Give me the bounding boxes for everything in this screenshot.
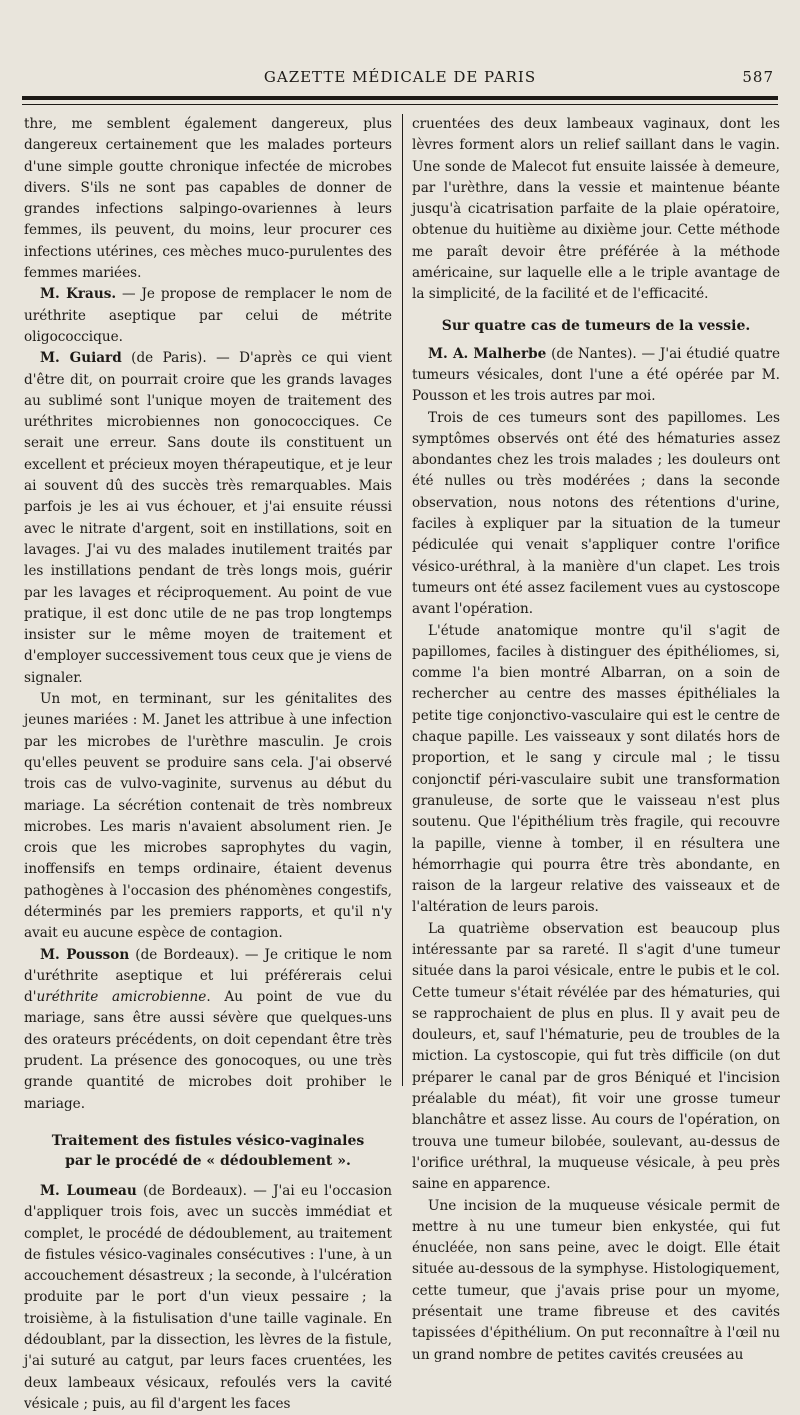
page-number: 587 — [742, 68, 774, 86]
paragraph: cruentées des deux lambeaux vaginaux, dont les lèvres forment alors un relief saillant dans le vagin. Une sonde de Malecot fut ensuite laissée à demeure, par l'urèthre, dans la vessie et maintenue béante jusqu'à cicatrisation parfaite de la plaie opératoire, obtenue du huitième au dixième jour. Cette méthode me paraît devoir être préférée à la méthode américaine, sur laquelle elle a le triple avantage de la simplicité, de la facilité et de l'efficacité. — [412, 116, 780, 303]
speech-text: (de Bordeaux). — Je critique le nom d'uréthrite aseptique et lui préférerais celui d' — [24, 946, 392, 1006]
section-heading-line: Traitement des fistules vésico-vaginales — [51, 1132, 365, 1149]
speaker-name: M. A. Malherbe — [428, 345, 547, 362]
speech-text: (de Paris). — D'après ce qui vient d'être dit, on pourrait croire que les grands lavages au sublimé sont l'unique moyen de traitement des uréthrites microbiennes non gonococciques. Ce serait une erreur. Sans doute ils constituent un excellent et précieux moyen thérapeutique, et je leur ai souvent dû des succès très remarquables. Mais parfois je les ai vus échouer, et j'ai ensuite réussi avec le nitrate d'argent, soit en instillations, soit en lavages. J'ai vu des malades inutilement traités par les instillations pendant de très longs mois, guérir par les lavages et réciproquement. Au point de vue pratique, il est donc utile de ne pas trop longtemps insister sur le même moyen de traitement et d'employer successivement tous ceux que je viens de signaler. — [24, 350, 392, 686]
paragraph: thre, me semblent également dangereux, plus dangereux certainement que les malades porteurs d'une simple goutte chronique infectée de microbes divers. S'ils ne sont pas capables de donner de grandes infections salpingo-ovariennes à leurs femmes, ils peuvent, du moins, leur procurer ces infections utérines, ces mèches muco-purulentes des femmes mariées. — [24, 116, 392, 282]
right-column — [412, 114, 780, 1363]
header-rule-thin — [22, 104, 778, 105]
speaker-name: M. Pousson — [40, 946, 130, 963]
column-divider — [402, 114, 403, 1086]
journal-title: GAZETTE MÉDICALE DE PARIS — [263, 68, 537, 86]
paragraph-malherbe — [412, 344, 780, 408]
speech-text: (de Nantes). — J'ai étudié quatre tumeurs vésicales, dont l'une a été opérée par M. Pousson et les trois autres par moi. — [412, 345, 780, 405]
paragraph-guiard — [24, 348, 392, 689]
speech-text: — Je propose de remplacer le nom de uréthrite aseptique par celui de métrite oligococcique. — [24, 286, 392, 345]
paragraph: Une incision de la muqueuse vésicale permit de mettre à nu une tumeur bien enkystée, qui fut énucléée, non sans peine, avec le doigt. Elle était située au-dessous de la symphyse. Histologiquement, cette tumeur, que j'avais prise pour un myome, présentait une trame fibreuse et des cavités tapissées d'épithélium. On put reconnaître à l'œil nu un grand nombre de petites cavités creusées au — [412, 1197, 780, 1363]
paragraph: La quatrième observation est beaucoup plus intéressante par sa rareté. Il s'agit d'une tumeur située dans la paroi vésicale, entre le pubis et le col. Cette tumeur s'était révélée par des hématuries, qui se rapprochaient de plus en plus. Il y avait peu de douleurs, et, sauf l'hématurie, peu de troubles de la miction. La cystoscopie, qui fut très difficile (on dut préparer le canal par de gros Béniqué et l'incision préalable du méat), fit voir une grosse tumeur blanchâtre et assez lisse. Au cours de l'opération, on trouva une tumeur bilobée, soulevant, au-dessus de l'orifice uréthral, la muqueuse vésicale, à peu près saine en apparence. — [412, 920, 780, 1193]
speaker-name: M. Kraus. — [40, 286, 117, 303]
speech-text: . Au point de vue du mariage, sans être aussi sévère que quelques-uns des orateurs précédents, on doit cependant être très prudent. La présence des gonocoques, ou une très grande quantité de microbes doit prohiber le mariage. — [24, 989, 392, 1112]
italic-term: uréthrite amicrobienne — [36, 989, 207, 1006]
speaker-name: M. Guiard — [40, 350, 122, 367]
section-heading: Sur quatre cas de tumeurs de la vessie. — [441, 317, 751, 334]
section-heading — [24, 1131, 392, 1171]
paragraph-kraus — [24, 284, 392, 348]
paragraph-loumeau — [24, 1181, 392, 1415]
speech-text: (de Bordeaux). — J'ai eu l'occasion d'appliquer trois fois, avec un succès immédiat et complet, le procédé de dédoublement, au traitement de fistules vésico-vaginales consécutives : l'une, à un accouchement désastreux ; la seconde, à l'ulcération produite par le port d'un vieux pessaire ; la troisième, à la fistulisation d'une taille vaginale. En dédoublant, par la dissection, les lèvres de la fistule, j'ai suturé au catgut, par leurs faces cruentées, les deux lambeaux vésicaux, refoulés vers la cavité vésicale ; puis, au fil d'argent les faces — [24, 1182, 392, 1412]
header-rule-thick — [22, 96, 778, 100]
paragraph-pousson — [24, 945, 392, 1115]
speaker-name: M. Loumeau — [40, 1182, 137, 1199]
left-column — [24, 114, 392, 1412]
section-heading-line: par le procédé de « dédoublement ». — [65, 1152, 351, 1169]
paragraph: Trois de ces tumeurs sont des papillomes. Les symptômes observés ont été des hématuries assez abondantes chez les trois malades ; les douleurs ont été nulles ou très modérées ; dans la seconde observation, nous notons des rétentions d'urine, faciles à expliquer par la situation de la tumeur pédiculée qui venait s'appliquer contre l'orifice vésico-uréthral, à la manière d'un clapet. Les trois tumeurs ont été assez facilement vues au cystoscope avant l'opération. — [412, 409, 780, 618]
paragraph: Un mot, en terminant, sur les génitalites des jeunes mariées : M. Janet les attribue à une infection par les microbes de l'urèthre masculin. Je crois qu'elles peuvent se produire sans cela. J'ai observé trois cas de vulvo-vaginite, survenus au début du mariage. La sécrétion contenait de très nombreux microbes. Les maris n'avaient absolument rien. Je crois que les microbes saprophytes du vagin, inoffensifs en temps ordinaire, étaient devenus pathogènes à l'occasion des phénomènes congestifs, déterminés par les premiers rapports, et qu'il n'y avait eu aucune espèce de contagion. — [24, 691, 392, 942]
running-header — [22, 68, 778, 90]
paragraph: L'étude anatomique montre qu'il s'agit de papillomes, faciles à distinguer des épithéliomes, si, comme l'a bien montré Albarran, on a soin de rechercher au centre des masses épithéliales la petite tige conjonctivo-vasculaire qui est le centre de chaque papille. Les vaisseaux y sont dilatés hors de proportion, et le sang y circule mal ; le tissu conjonctif péri-vasculaire subit une transformation granuleuse, de sorte que le vaisseau n'est plus soutenu. Que l'épithélium très fragile, qui recouvre la papille, vienne à tomber, il en résultera une hémorrhagie qui pourra être très abondante, en raison de la largeur relative des vaisseaux et de l'altération de leurs parois. — [412, 622, 780, 916]
